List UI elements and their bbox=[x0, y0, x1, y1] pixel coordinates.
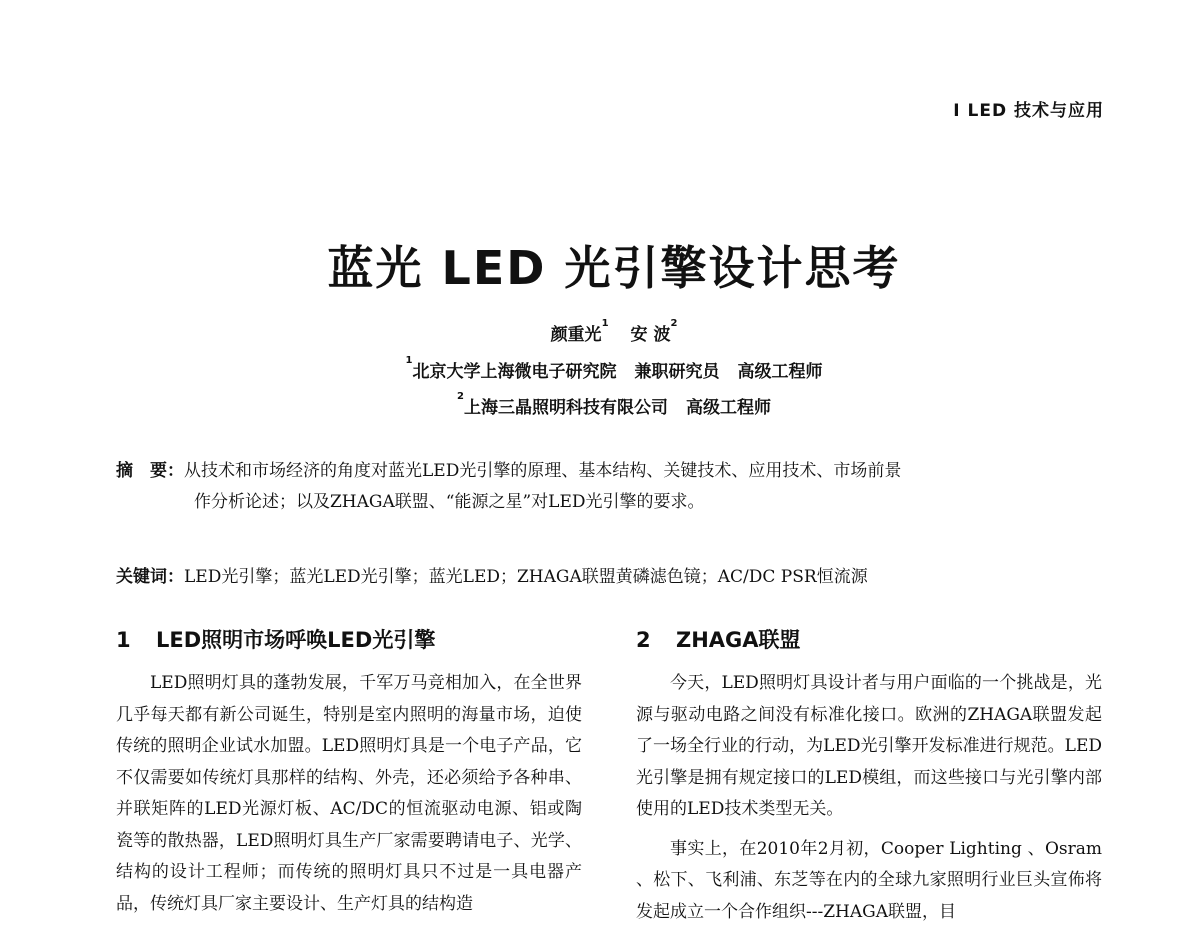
author-affiliation-mark: 1 bbox=[601, 318, 609, 329]
section-2 bbox=[636, 624, 1102, 936]
paragraph: LED照明灯具的蓬勃发展，千军万马竞相加入，在全世界几乎每天都有新公司诞生，特别是室内照明的海量市场，迫使传统的照明企业试水加盟。LED照明灯具是一个电子产品，它不仅需要如传统灯具那样的结构、外壳，还必须给予各种串、并联矩阵的LED光源灯板、AC/DC的恒流驱动电源、铝或陶瓷等的散热器，LED照明灯具生产厂家需要聘请电子、光学、结构的设计工程师；而传统的照明灯具只不过是一具电器产品，传统灯具厂家主要设计、生产灯具的结构造 bbox=[116, 673, 582, 914]
author-name: 安 波 bbox=[630, 325, 671, 345]
affiliation-org: 上海三晶照明科技有限公司 bbox=[463, 398, 668, 418]
keywords-label: 关键词： bbox=[116, 567, 184, 587]
section-number: 2 bbox=[636, 628, 651, 652]
abstract-text: 从技术和市场经济的角度对蓝光LED光引擎的原理、基本结构、关键技术、应用技术、市场前景 bbox=[184, 461, 902, 481]
author-line bbox=[0, 320, 1200, 345]
section-heading bbox=[116, 624, 582, 656]
paragraph: 今天，LED照明灯具设计者与用户面临的一个挑战是，光源与驱动电路之间没有标准化接口。欧洲的ZHAGA联盟发起了一场全行业的行动，为LED光引擎开发标准进行规范。LED光引擎是拥有规定接口的LED模组，而这些接口与光引擎内部使用的LED技术类型无关。 bbox=[636, 673, 1102, 819]
affiliation-role: 高级工程师 bbox=[737, 362, 823, 382]
paper-title: 蓝光 LED 光引擎设计思考 bbox=[327, 241, 901, 295]
section-heading bbox=[636, 624, 1102, 656]
author-affiliation-mark: 2 bbox=[670, 318, 678, 329]
abstract bbox=[116, 456, 1076, 518]
section-title: ZHAGA联盟 bbox=[676, 628, 801, 652]
affiliation-2 bbox=[0, 393, 1200, 418]
affiliation-role: 兼职研究员 bbox=[634, 362, 720, 382]
running-header: I LED 技术与应用 bbox=[953, 101, 1104, 121]
abstract-line-2: 作分析论述；以及ZHAGA联盟、“能源之星”对LED光引擎的要求。 bbox=[194, 492, 705, 512]
affiliation-role: 高级工程师 bbox=[685, 398, 771, 418]
abstract-line-1 bbox=[116, 456, 1076, 487]
affiliation-org: 北京大学上海微电子研究院 bbox=[412, 362, 617, 382]
paragraph: 事实上，在2010年2月初，Cooper Lighting 、Osram 、松下、飞利浦、东芝等在内的全球九家照明行业巨头宣佈将发起成立一个合作组织---ZHAGA联盟，目 bbox=[636, 838, 1102, 922]
affiliation-mark: 2 bbox=[457, 391, 464, 402]
abstract-label: 摘 要： bbox=[116, 461, 184, 481]
affiliation-mark: 1 bbox=[405, 355, 413, 366]
author-name: 颜重光 bbox=[550, 325, 602, 345]
section-number: 1 bbox=[116, 628, 131, 652]
affiliation-1 bbox=[0, 357, 1200, 382]
section-title: LED照明市场呼唤LED光引擎 bbox=[156, 628, 436, 652]
keywords bbox=[116, 562, 1096, 587]
keywords-text: LED光引擎；蓝光LED光引擎；蓝光LED；ZHAGA联盟黄磷滤色镜；AC/DC PSR恒流源 bbox=[184, 567, 868, 587]
section-1 bbox=[116, 624, 582, 928]
